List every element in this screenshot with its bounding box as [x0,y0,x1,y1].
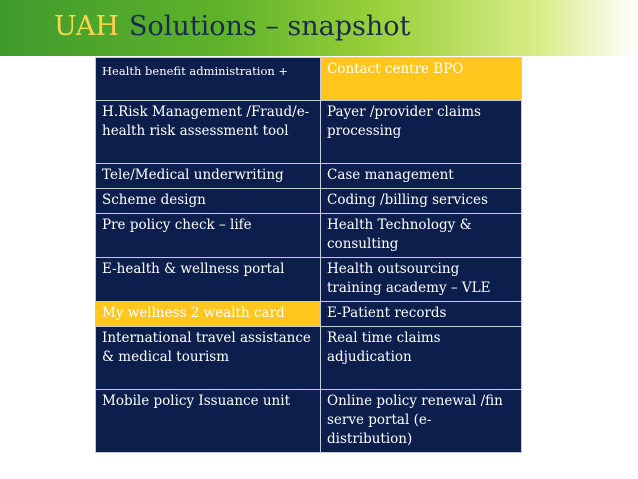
table-cell-right: Health outsourcing training academy – VLE [321,258,522,302]
title-text: Solutions – snapshot [128,11,411,42]
table-cell-left: Scheme design [96,189,321,214]
table-row [96,302,522,327]
table-cell-right: Payer /provider claims processing [321,101,522,164]
table-cell-right: E-Patient records [321,302,522,327]
table-cell-left: Mobile policy Issuance unit [96,390,321,453]
table-cell-left: International travel assistance & medical tourism [96,327,321,390]
table-row [96,189,522,214]
table-cell-right: Coding /billing services [321,189,522,214]
table-row [96,258,522,302]
table-cell-left: Tele/Medical underwriting [96,164,321,189]
table-cell-right: Case management [321,164,522,189]
table-cell-left: E-health & wellness portal [96,258,321,302]
table-row [96,164,522,189]
table-cell-right: Online policy renewal /fin serve portal (e-distribution) [321,390,522,453]
slide-title [54,10,410,44]
solutions-table [95,57,522,453]
table-cell-right-highlight: Contact centre BPO [321,58,522,101]
table-cell-right: Health Technology & consulting [321,214,522,258]
table-cell-left: Pre policy check – life [96,214,321,258]
table-cell-right: Real time claims adjudication [321,327,522,390]
table-cell-left: H.Risk Management /Fraud/e-health risk assessment tool [96,101,321,164]
table-row [96,101,522,164]
table-row [96,214,522,258]
table-row [96,390,522,453]
title-lead: UAH [54,11,119,42]
table-cell-left: Health benefit administration + [96,58,321,101]
table-cell-left-highlight: My wellness 2 wealth card [96,302,321,327]
table-row [96,327,522,390]
table-row [96,58,522,101]
